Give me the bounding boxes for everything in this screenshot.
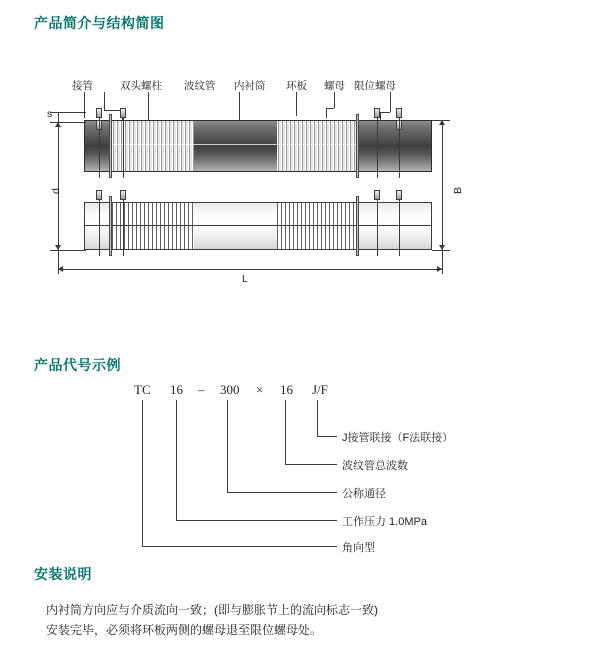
ring-plate-left-elevation [109,196,112,256]
dim-label-s: s [47,108,53,120]
code-leader [227,400,228,492]
code-leader [227,492,337,493]
leader-line [148,92,149,122]
code-token-dash: – [198,382,205,397]
center-line [84,225,432,226]
dim-extension-b [432,120,450,121]
leader-line [296,92,297,116]
section-title-code: 产品代号示例 [34,357,121,373]
code-token-connection: J/F [312,382,328,397]
dim-label-b: B [452,186,464,194]
code-token-waves: 16 [280,382,293,397]
dim-extension-b [432,250,450,251]
ring-plate-right [356,114,359,178]
leader-line [326,108,327,118]
stud-bolt-elevation [96,190,102,200]
code-leader [142,546,337,547]
structure-diagram [34,64,566,296]
bellows-right [277,120,359,172]
ring-plate-left [109,114,112,178]
dim-line-b [442,120,443,250]
callout-label-bowenguan: 波纹管 [184,80,216,92]
dim-line-d [58,122,59,250]
callout-label-luomu: 螺母 [324,80,345,92]
tie-rod [399,118,400,178]
code-leader [317,436,337,437]
tie-rod [123,118,124,178]
installation-note-line: 安装完毕，必须将环板两侧的螺母退至限位螺母处。 [46,623,323,637]
dim-arrow-up [55,122,61,127]
dim-extension-s [50,112,86,113]
code-leader [285,464,337,465]
code-leader [317,400,318,436]
installation-note-line: 内衬筒方向应与介质流向一致；(即与膨胀节上的流向标志一致) [46,603,378,617]
code-token-pressure: 16 [170,382,183,397]
code-desc-pressure: 工作压力 1.0MPa [342,516,427,528]
stud-bolt [396,108,402,118]
leader-line [380,112,381,120]
leader-line [380,112,390,113]
callout-label-shuangtou-luozhu: 双头螺柱 [120,80,162,92]
code-desc-diameter: 公称通径 [342,488,386,500]
installation-notes [46,600,566,640]
dim-extension-d [50,250,86,251]
code-leader [176,520,337,521]
code-desc-connection: J接管联接（F法联接） [342,432,454,444]
code-token-diameter: 300 [220,382,240,397]
stud-bolt [96,108,102,118]
leader-line [334,92,335,108]
tie-rod-elevation [99,200,100,256]
limit-nut [374,108,380,118]
code-token-tc: TC [134,382,151,397]
dim-line-s [58,112,59,122]
dim-extension-l [442,250,443,274]
callout-label-neichentong: 内衬筒 [234,80,266,92]
tie-rod [99,118,100,178]
code-leader [285,400,286,464]
leader-line [84,92,85,118]
bellows-left-elevation [112,203,194,249]
section-title-installation: 安装说明 [34,566,92,582]
inner-sleeve-line [112,144,359,145]
dim-line-l [58,269,442,270]
dim-label-d: d [50,188,62,194]
bellows-left [112,120,194,172]
dim-label-l: L [242,273,248,285]
leader-line [326,108,334,109]
bellows-right-elevation [277,203,359,249]
stud-bolt-elevation [120,190,126,200]
ring-plate-right-elevation [356,196,359,256]
dim-extension-l [58,250,59,274]
code-leader [142,400,143,546]
callout-label-xianwei-luomu: 限位螺母 [354,80,396,92]
callout-label-huanban: 环板 [286,80,307,92]
callout-label-jieguan: 接管 [72,80,93,92]
stud-bolt-elevation [374,190,380,200]
code-token-times: × [256,382,264,397]
tie-rod-elevation [399,200,400,256]
section-title-intro: 产品简介与结构简图 [34,15,165,31]
tie-rod-elevation [377,200,378,256]
product-code-diagram [34,382,566,552]
tie-rod [377,118,378,178]
code-desc-type: 角向型 [342,542,375,554]
stud-bolt [120,108,126,118]
leader-line [104,92,105,110]
stud-bolt-elevation [396,190,402,200]
leader-line [390,92,391,112]
tie-rod-elevation [123,200,124,256]
code-desc-waves: 波纹管总波数 [342,460,408,472]
code-leader [176,400,177,520]
